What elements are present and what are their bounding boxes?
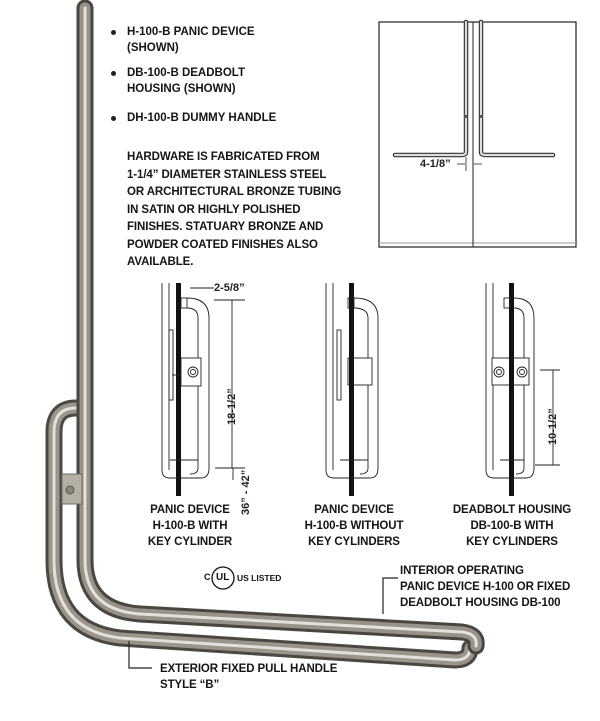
side-view-deadbolt-housing bbox=[486, 283, 560, 496]
ul-logo-icon: UL bbox=[216, 572, 230, 583]
ul-prefix: C bbox=[204, 572, 211, 582]
bullet-icon bbox=[111, 30, 116, 35]
ul-listed-label: US LISTED bbox=[237, 573, 282, 583]
mount-height-dimension-label: 36” - 42” bbox=[240, 469, 252, 515]
caption-panic-without-cylinder: PANIC DEVICE H-100-B WITHOUT KEY CYLINDERS bbox=[304, 504, 404, 548]
feature-list bbox=[108, 24, 276, 135]
interior-callout: INTERIOR OPERATING PANIC DEVICE H-100 OR FIXED DEADBOLT HOUSING DB-100 bbox=[400, 565, 571, 609]
feature-item: H-100-B PANIC DEVICE (SHOWN) bbox=[108, 24, 276, 56]
caption-deadbolt-housing: DEADBOLT HOUSING DB-100-B WITH KEY CYLINDERS bbox=[452, 504, 572, 548]
material-description: HARDWARE IS FABRICATED FROM 1-1/4” DIAMETER STAINLESS STEEL OR ARCHITECTURAL BRONZE TUBING IN SATIN OR HIGHLY POLISHED FINISHES. STATUARY BRONZE AND POWDER COATED FINISHES ALSO AVAILABLE. bbox=[127, 151, 342, 268]
projection-dimension-label: 2-5/8” bbox=[214, 282, 245, 294]
bullet-icon bbox=[111, 71, 116, 76]
length-dimension-label: 18-1/2” bbox=[226, 388, 238, 425]
door-elevation bbox=[379, 22, 576, 247]
side-view-panic-without-cylinder bbox=[326, 283, 378, 496]
bullet-icon bbox=[111, 116, 116, 121]
caption-panic-with-cylinder: PANIC DEVICE H-100-B WITH KEY CYLINDER bbox=[147, 504, 233, 548]
gap-dimension-label: 4-1/8” bbox=[420, 158, 451, 170]
feature-item: DB-100-B DEADBOLT HOUSING (SHOWN) bbox=[108, 65, 276, 97]
exterior-callout: EXTERIOR FIXED PULL HANDLE STYLE “B” bbox=[160, 663, 338, 691]
housing-height-dimension-label: 10-1/2” bbox=[547, 408, 559, 445]
feature-item: DH-100-B DUMMY HANDLE bbox=[108, 110, 276, 126]
